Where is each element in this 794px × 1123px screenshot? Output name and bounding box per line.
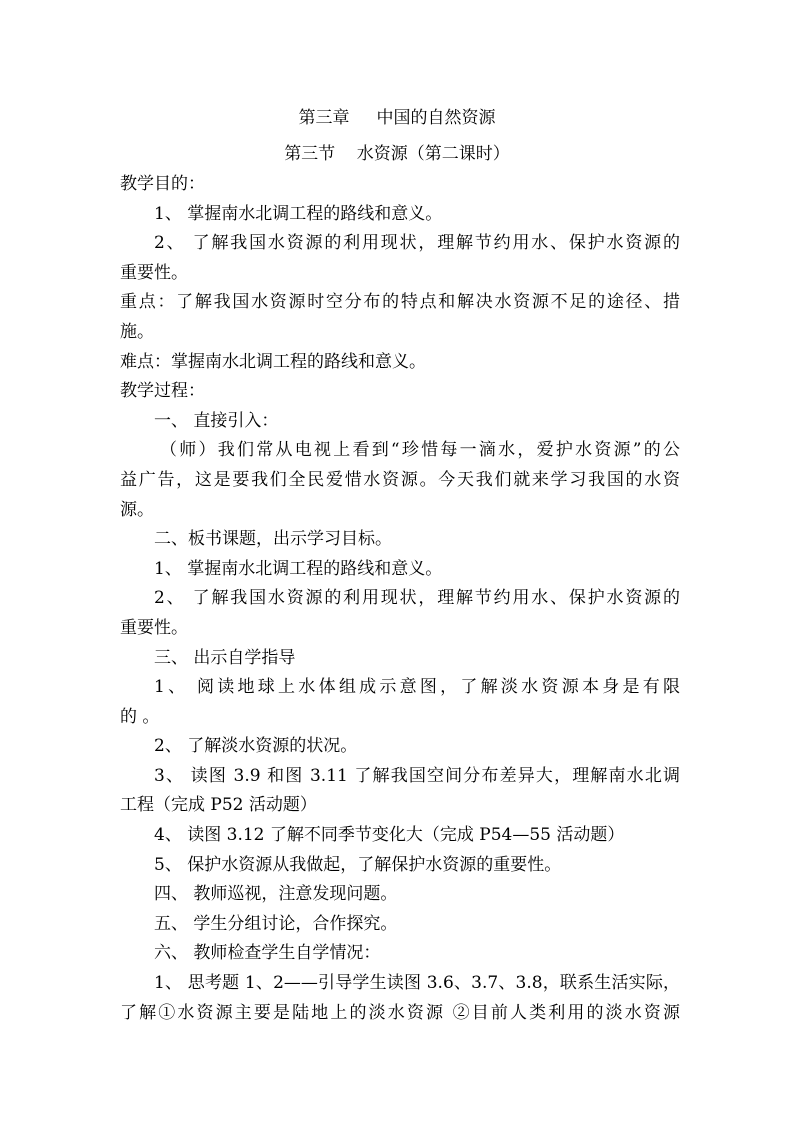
step-6-heading: 六、 教师检查学生自学情况： xyxy=(154,943,381,964)
chapter-title: 第三章 中国的自然资源 xyxy=(298,108,496,128)
step-1-paragraph-cont: 益广告，这是要我们全民爱惜水资源。今天我们就来学习我国的水资 xyxy=(120,469,680,490)
step-3-item-3: 3、 读图 3.9 和图 3.11 了解我国空间分布差异大，理解南水北调 xyxy=(154,765,680,786)
goal-item-2-cont: 重要性。 xyxy=(120,262,188,283)
step-3-item-1-cont: 的 。 xyxy=(120,706,160,727)
step-5-heading: 五、 学生分组讨论，合作探究。 xyxy=(154,913,398,934)
step-3-item-3-cont: 工程（完成 P52 活动题） xyxy=(120,795,317,816)
step-2-item-1: 1、 掌握南水北调工程的路线和意义。 xyxy=(154,558,443,579)
step-6-item-1-cont: 了解①水资源主要是陆地上的淡水资源 ②目前人类利用的淡水资源 xyxy=(120,1002,680,1023)
goal-item-1: 1、 掌握南水北调工程的路线和意义。 xyxy=(154,203,443,224)
step-1-heading: 一、 直接引入： xyxy=(154,410,279,431)
step-3-item-2: 2、 了解淡水资源的状况。 xyxy=(154,736,358,757)
step-3-item-5: 5、 保护水资源从我做起，了解保护水资源的重要性。 xyxy=(154,854,562,875)
step-6-item-1: 1、 思考题 1、2——引导学生读图 3.6、3.7、3.8，联系生活实际， xyxy=(154,973,680,994)
section-title: 第三节 水资源（第二课时） xyxy=(284,144,510,164)
step-2-item-2: 2、 了解我国水资源的利用现状，理解节约用水、保护水资源的 xyxy=(154,588,680,609)
step-2-heading: 二、板书课题，出示学习目标。 xyxy=(154,529,392,550)
difficult-point: 难点：掌握南水北调工程的路线和意义。 xyxy=(120,351,426,372)
goal-item-2: 2、 了解我国水资源的利用现状，理解节约用水、保护水资源的 xyxy=(154,233,680,254)
step-1-paragraph: （师）我们常从电视上看到“珍惜每一滴水，爱护水资源”的公 xyxy=(160,440,680,461)
step-3-heading: 三、 出示自学指导 xyxy=(154,647,296,668)
key-point-cont: 施。 xyxy=(120,321,154,342)
step-1-paragraph-end: 源。 xyxy=(120,499,154,520)
heading-teaching-process: 教学过程： xyxy=(120,381,205,402)
step-4-heading: 四、 教师巡视，注意发现问题。 xyxy=(154,884,398,905)
key-point: 重点：了解我国水资源时空分布的特点和解决水资源不足的途径、措 xyxy=(120,292,680,313)
step-2-item-2-cont: 重要性。 xyxy=(120,617,188,638)
step-3-item-4: 4、 读图 3.12 了解不同季节变化大（完成 P54—55 活动题） xyxy=(154,825,625,846)
document-body xyxy=(120,170,680,1028)
heading-teaching-goals: 教学目的： xyxy=(120,174,205,194)
step-3-item-1: 1、 阅读地球上水体组成示意图，了解淡水资源本身是有限 xyxy=(154,677,680,698)
